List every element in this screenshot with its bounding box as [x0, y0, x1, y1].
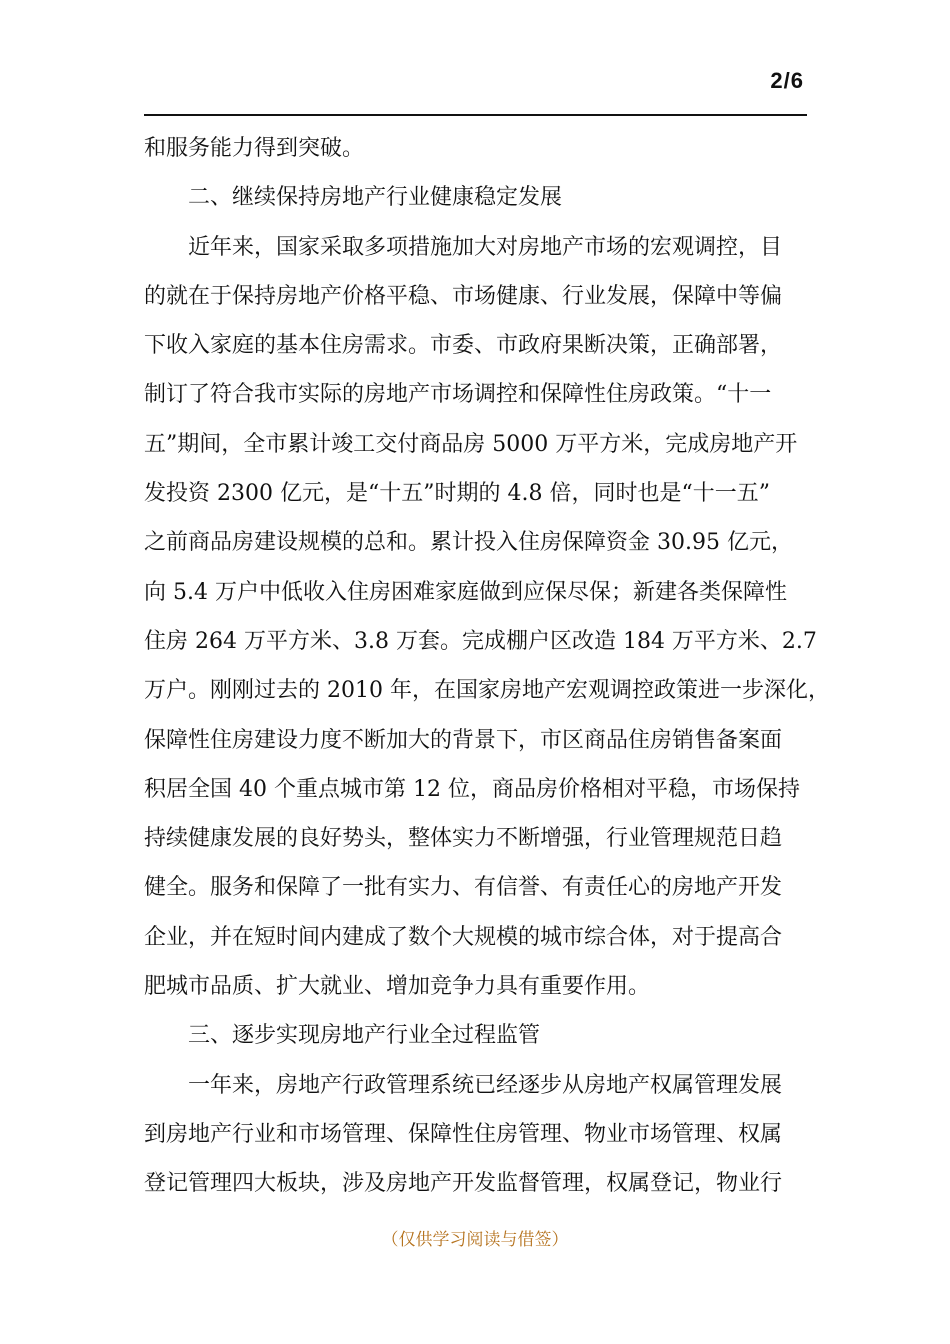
text-line: 和服务能力得到突破。 — [144, 136, 365, 161]
text-line: 一年来，房地产行政管理系统已经逐步从房地产权属管理发展 — [188, 1072, 783, 1098]
text-line: 积居全国 40 个重点城市第 12 位，商品房价格相对平稳，市场保持 — [144, 776, 800, 802]
header-divider — [144, 114, 807, 116]
text-line: 之前商品房建设规模的总和。累计投入住房保障资金 30.95 亿元， — [144, 530, 793, 556]
text-line: 制订了符合我市实际的房地产市场调控和保障性住房政策。“十一 — [144, 382, 772, 408]
text-line: 健全。服务和保障了一批有实力、有信誉、有责任心的房地产开发 — [144, 875, 783, 901]
text-line: 登记管理四大板块，涉及房地产开发监督管理，权属登记，物业行 — [144, 1171, 783, 1197]
text-line: 持续健康发展的良好势头，整体实力不断增强，行业管理规范日趋 — [144, 826, 783, 852]
page-number: 2/6 — [770, 68, 804, 93]
section-heading: 三、逐步实现房地产行业全过程监管 — [188, 1023, 541, 1049]
text-line: 企业，并在短时间内建成了数个大规模的城市综合体，对于提高合 — [144, 924, 783, 950]
text-line: 下收入家庭的基本住房需求。市委、市政府果断决策，正确部署， — [144, 333, 783, 359]
text-line: 近年来，国家采取多项措施加大对房地产市场的宏观调控，目 — [188, 234, 783, 260]
text-line: 向 5.4 万户中低收入住房困难家庭做到应保尽保；新建各类保障性 — [144, 579, 787, 605]
text-line: 的就在于保持房地产价格平稳、市场健康、行业发展，保障中等偏 — [144, 283, 783, 309]
text-line: 五”期间，全市累计竣工交付商品房 5000 万平方米，完成房地产开 — [144, 431, 798, 457]
text-line: 万户。刚刚过去的 2010 年，在国家房地产宏观调控政策进一步深化， — [144, 678, 830, 704]
text-line: 肥城市品质、扩大就业、增加竞争力具有重要作用。 — [144, 974, 651, 1000]
text-line: 保障性住房建设力度不断加大的背景下，市区商品住房销售备案面 — [144, 727, 783, 753]
text-line: 发投资 2300 亿元，是“十五”时期的 4.8 倍，同时也是“十一五” — [144, 481, 770, 507]
text-line: 住房 264 万平方米、3.8 万套。完成棚户区改造 184 万平方米、2.7 — [144, 628, 817, 654]
text-line: 到房地产行业和市场管理、保障性住房管理、物业市场管理、权属 — [144, 1121, 783, 1147]
section-heading: 二、继续保持房地产行业健康稳定发展 — [188, 185, 563, 211]
footer-disclaimer: （仅供学习阅读与借签） — [381, 1230, 569, 1250]
document-body — [144, 124, 830, 1209]
